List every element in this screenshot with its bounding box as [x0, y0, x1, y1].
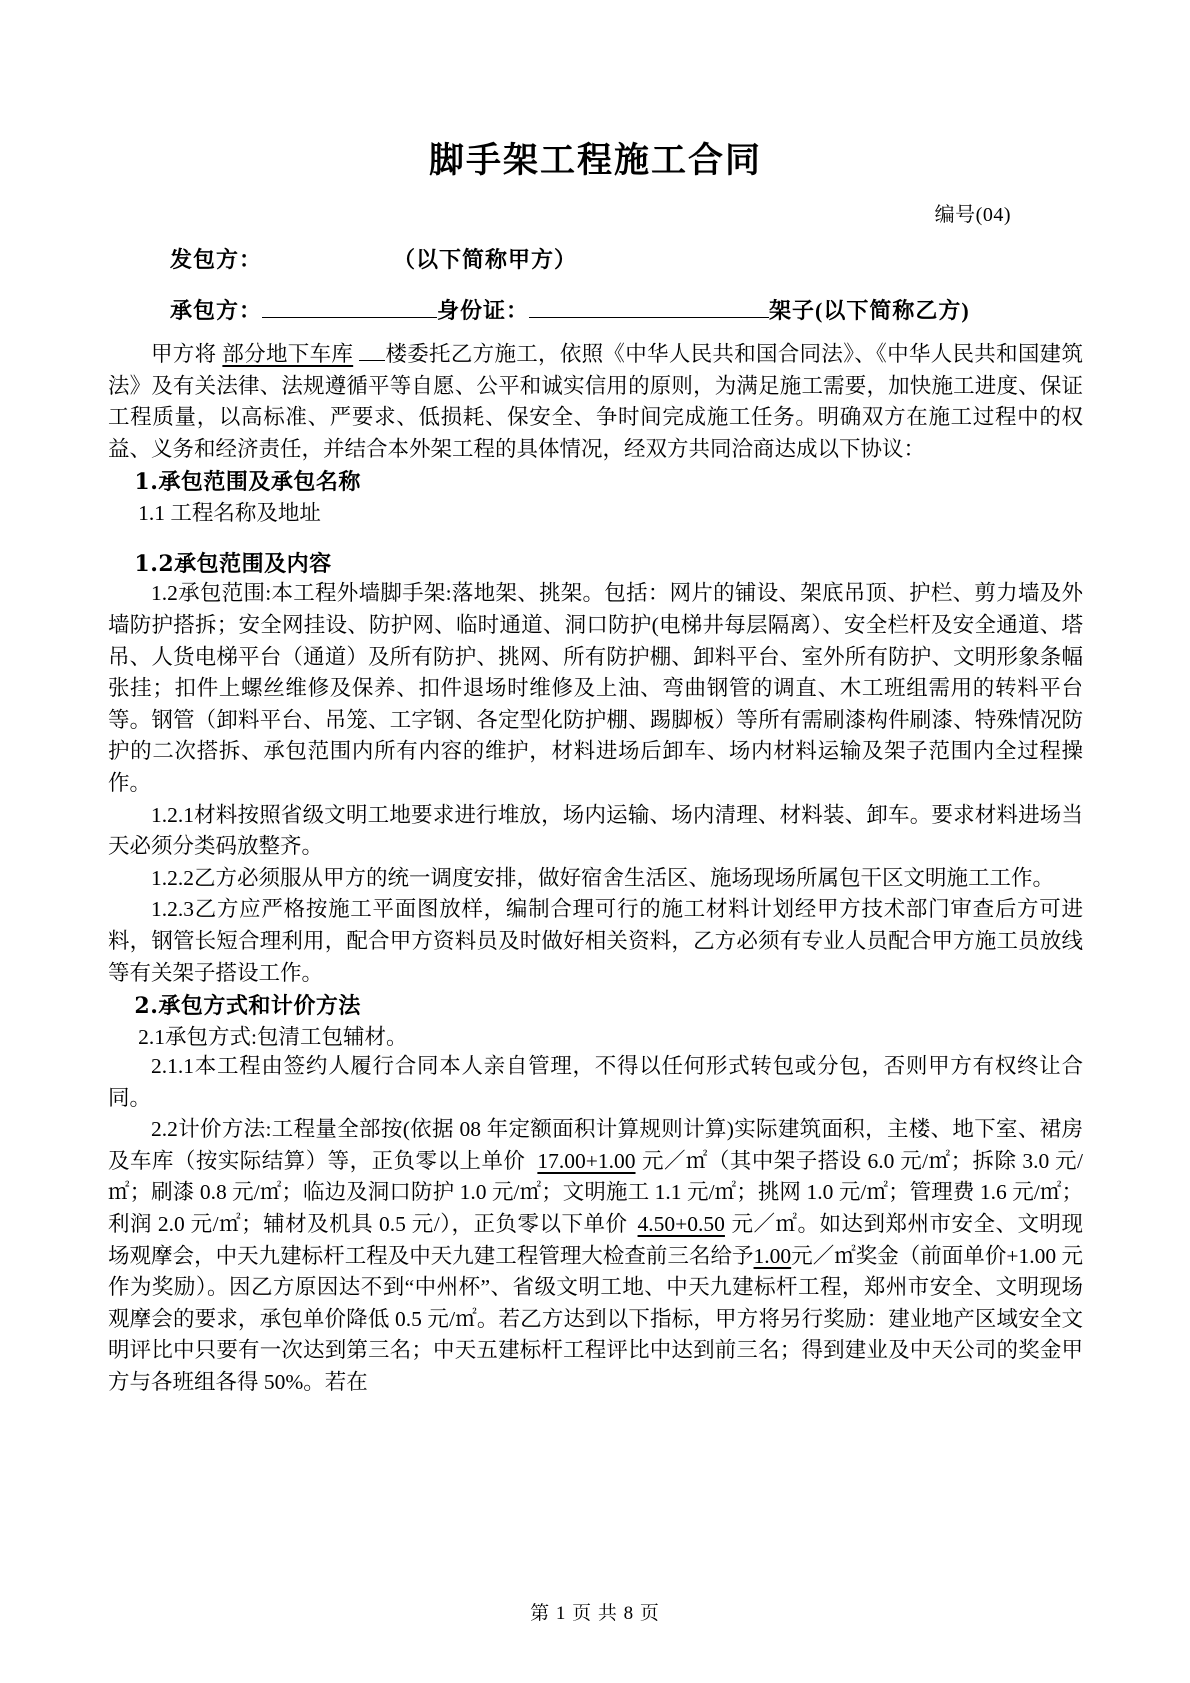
bonus-value: 1.00	[753, 1243, 792, 1268]
section-2-2	[108, 1114, 1083, 1398]
section-2-1: 2.1承包方式:包清工包辅材。	[138, 1025, 408, 1050]
price-below-zero-value: 4.50+0.50	[637, 1212, 725, 1237]
intro-text-2: 楼委托乙方施工，依照《中华人民共和国合同法》、《中华人民共和国建筑法》及有关法律、法规遵循平等自愿、公平和诚实信用的原则，为满足施工需要，加快施工进度、保证工程质量，以高标准、严要求、低损耗、保安全、争时间完成施工任务。明确双方在施工过程中的权益、义务和经济责任，并结合本外架工程的具体情况，经双方共同洽商达成以下协议：	[108, 342, 1083, 461]
party-a-note: （以下简称甲方）	[393, 247, 578, 272]
party-b-suffix: 架子(以下简称乙方)	[769, 298, 970, 323]
section-1-1: 1.1 工程名称及地址	[138, 501, 321, 526]
project-name-blank-tail	[359, 360, 385, 361]
page-content	[108, 0, 1083, 1399]
section-2-2-text-c: 元／㎡。如达到郑州市安全、文明现场观摩会，中天九建标杆工程及中天九建工程管理大检查前三名给予	[108, 1212, 1083, 1268]
section-2-1-1: 2.1.1本工程由签约人履行合同本人亲自管理，不得以任何形式转包或分包，否则甲方有权终让合同。	[108, 1054, 1083, 1110]
intro-text-1: 甲方将	[151, 342, 217, 366]
heading-1: 1.承包范围及承包名称	[134, 469, 361, 496]
serial-number: 编号(04)	[934, 204, 1011, 226]
project-name-value: 部分地下车库	[222, 342, 354, 366]
section-2-2-text-d: 元／㎡奖金（前面单价+1.00 元作为奖励）。因乙方原因达不到“中州杯”、省级文明工地、中天九建标杆工程，郑州市安全、文明现场观摩会的要求，承包单价降低 0.5 元/㎡。若乙方达到以下指标，甲方将另行奖励：建业地产区域安全文明评比中只要有一次达到第三名；中天五建标杆工程评比中达到前三名；得到建业及中天公司的奖金甲方与各班组各得 50%。若在	[108, 1243, 1083, 1395]
party-b-label: 承包方：	[170, 298, 263, 323]
section-1-2-body: 1.2承包范围:本工程外墙脚手架:落地架、挑架。包括：网片的铺设、架底吊顶、护栏、剪力墙及外墙防护搭拆；安全网挂设、防护网、临时通道、洞口防护(电梯井每层隔离）、安全栏杆及安全通道、塔吊、人货电梯平台（通道）及所有防护、挑网、所有防护棚、卸料平台、室外所有防护、文明形象条幅张挂；扣件上螺丝维修及保养、扣件退场时维修及上油、弯曲钢管的调直、木工班组需用的转料平台等。钢管（卸料平台、吊笼、工字钢、各定型化防护棚、踢脚板）等所有需刷漆构件刷漆、特殊情况防护的二次搭拆、承包范围内所有内容的维护，材料进场后卸车、场内材料运输及架子范围内全过程操作。	[108, 581, 1083, 795]
section-1-2-2: 1.2.2乙方必须服从甲方的统一调度安排，做好宿舍生活区、施场现场所属包干区文明施工工作。	[151, 865, 1055, 890]
section-2-2-text-b: 元／㎡（其中架子搭设 6.0 元/㎡；拆除 3.0 元/㎡；刷漆 0.8 元/㎡；临边及洞口防护 1.0 元/㎡；文明施工 1.1 元/㎡；挑网 1.0 元/㎡；管理费 1.6 元/㎡；利润 2.0 元/㎡；辅材及机具 0.5 元/），正负零以下单价	[108, 1148, 1083, 1237]
price-above-zero-value: 17.00+1.00	[537, 1148, 636, 1173]
party-b-id-label: 身份证：	[437, 298, 530, 323]
party-a-line	[108, 243, 1083, 274]
heading-2: 2.承包方式和计价方法	[134, 993, 361, 1020]
section-1-2-1: 1.2.1材料按照省级文明工地要求进行堆放，场内运输、场内清理、材料装、卸车。要求材料进场当天必须分类码放整齐。	[108, 802, 1083, 859]
party-b-id-blank	[529, 317, 769, 318]
intro-paragraph	[108, 339, 1083, 465]
section-1-2-3: 1.2.3乙方应严格按施工平面图放样，编制合理可行的施工材料计划经甲方技术部门审查后方可进料，钢管长短合理利用，配合甲方资料员及时做好相关资料，乙方必须有专业人员配合甲方施工员放线等有关架子搭设工作。	[108, 897, 1083, 985]
party-b-name-blank	[262, 317, 437, 318]
section-2-2-text-a: 2.2计价方法:工程量全部按(依据 08 年定额面积计算规则计算)实际建筑面积，主楼、地下室、裙房及车库（按实际结算）等，正负零以上单价	[108, 1117, 1083, 1173]
party-a-label: 发包方：	[170, 247, 263, 272]
page-footer: 第 1 页 共 8 页	[530, 1603, 660, 1624]
party-b-line	[108, 294, 1083, 325]
heading-1-2: 1.2承包范围及内容	[134, 551, 332, 578]
page-title: 脚手架工程施工合同	[428, 140, 762, 181]
